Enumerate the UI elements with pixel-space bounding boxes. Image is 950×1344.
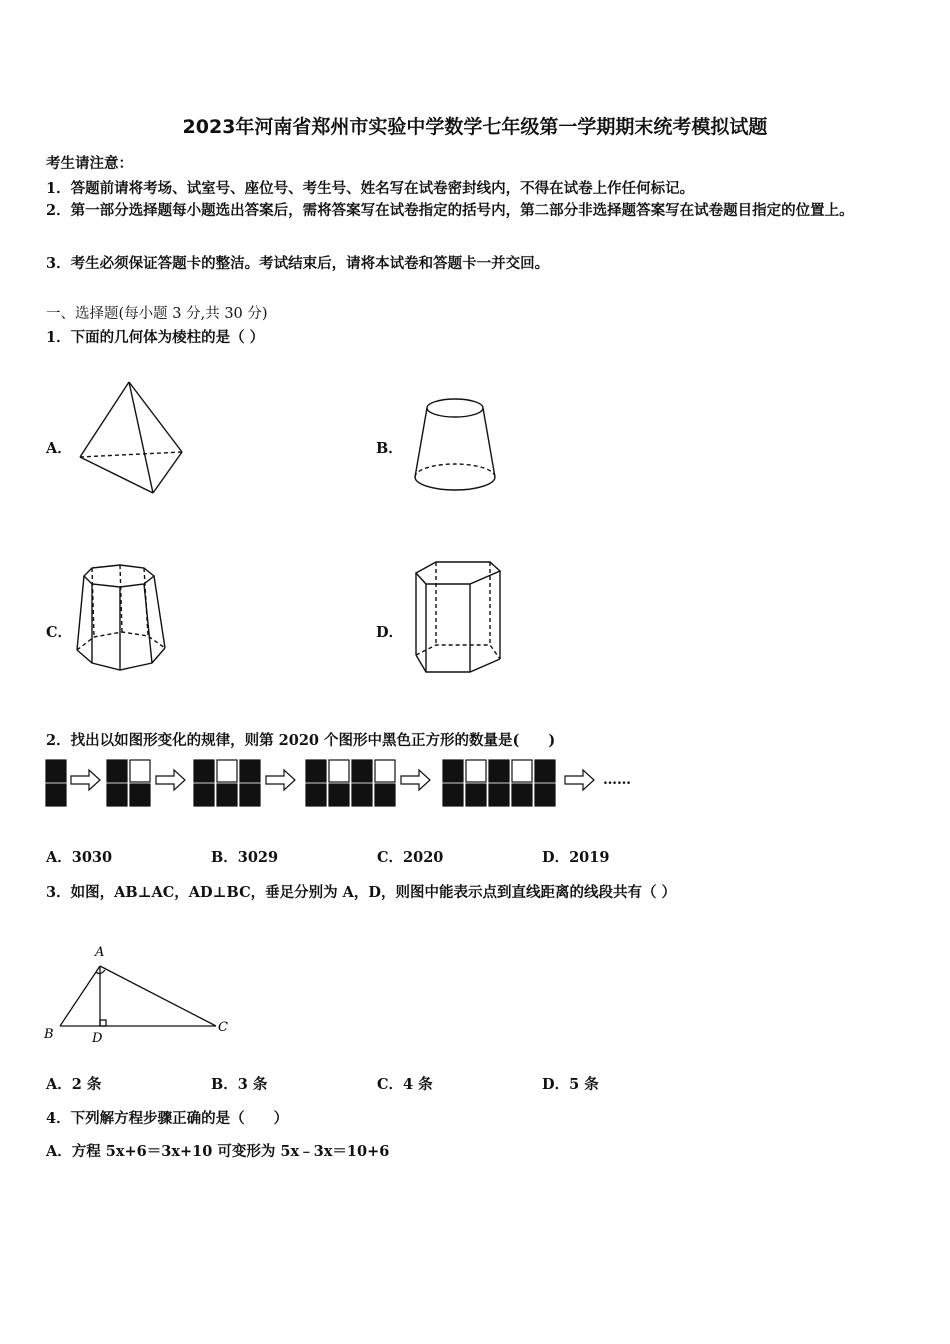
right-triangle-figure: [40, 940, 240, 1050]
q3-option-c: C．4 条: [377, 1076, 433, 1093]
q3-option-b: B．3 条: [211, 1076, 268, 1093]
point-d-label: D: [92, 1031, 103, 1046]
question-2-text: 2．找出以如图形变化的规律，则第 2020 个图形中黑色正方形的数量是( ): [46, 732, 556, 749]
question-3-text: 3．如图，AB⊥AC，AD⊥BC，垂足分别为 A，D，则图中能表示点到直线距离的线段共有（ ）: [46, 884, 677, 901]
q3-option-d: D．5 条: [542, 1076, 599, 1093]
notice-item-3: 3．考生必须保证答题卡的整洁。考试结束后，请将本试卷和答题卡一并交回。: [46, 255, 550, 272]
octagonal-frustum-figure: [72, 560, 172, 678]
q1-option-d-label: D．: [376, 624, 404, 641]
pyramid-figure: [70, 375, 190, 500]
question-4-text: 4．下列解方程步骤正确的是（ ）: [46, 1110, 289, 1127]
q2-option-a: A．3030: [46, 849, 113, 866]
question-1-text: 1．下面的几何体为棱柱的是（ ）: [46, 329, 265, 346]
pattern-ellipsis: ……: [603, 772, 631, 788]
q1-option-b-label: B．: [376, 440, 403, 457]
square-pattern-figure: [44, 758, 604, 810]
q1-option-c-label: C．: [46, 624, 73, 641]
q3-option-a: A．2 条: [46, 1076, 102, 1093]
point-a-label: A: [95, 945, 105, 960]
q4-option-a: A．方程 5x+6＝3x+10 可变形为 5x﹣3x＝10+6: [46, 1143, 390, 1160]
q2-option-c: C．2020: [377, 849, 444, 866]
hexagonal-prism-figure: [408, 557, 508, 679]
q2-option-b: B．3029: [211, 849, 279, 866]
page-title: 2023年河南省郑州市实验中学数学七年级第一学期期末统考模拟试题: [182, 116, 768, 138]
notice-heading: 考生请注意：: [46, 155, 133, 172]
q1-option-a-label: A．: [46, 440, 72, 457]
point-b-label: B: [44, 1027, 54, 1042]
point-c-label: C: [218, 1020, 228, 1035]
q2-option-d: D．2019: [542, 849, 610, 866]
frustum-figure: [408, 395, 503, 500]
notice-item-2: 2．第一部分选择题每小题选出答案后，需将答案写在试卷指定的括号内，第二部分非选择题答案写在试卷题目指定的位置上。: [46, 202, 854, 219]
section-heading: 一、选择题(每小题 3 分,共 30 分): [46, 306, 268, 322]
notice-item-1: 1．答题前请将考场、试室号、座位号、考生号、姓名写在试卷密封线内，不得在试卷上作任何标记。: [46, 180, 695, 197]
